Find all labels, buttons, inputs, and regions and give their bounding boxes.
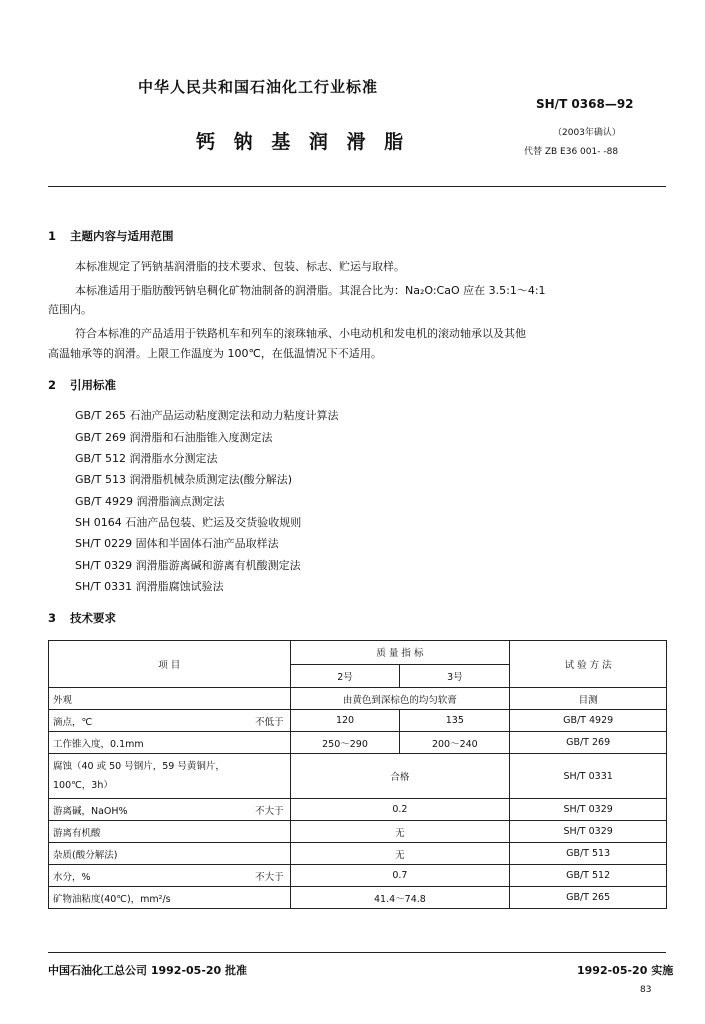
page-number: 83 <box>640 985 652 995</box>
section-title: 主题内容与适用范围 <box>70 229 174 243</box>
reference-item: SH/T 0331 润滑脂腐蚀试验法 <box>75 580 224 593</box>
row-item: 外观 <box>49 688 291 710</box>
document-title: 钙 钠 基 润 滑 脂 <box>196 131 410 153</box>
table-row <box>49 843 667 865</box>
row-method: SH/T 0329 <box>510 821 667 843</box>
row-value-grade-3: 135 <box>400 710 510 732</box>
table-row <box>49 865 667 887</box>
section-3-heading <box>48 610 116 626</box>
row-method: GB/T 4929 <box>510 710 667 732</box>
replaces-note: 代替 ZB E36 001- -88 <box>524 147 619 157</box>
reference-item: GB/T 269 润滑脂和石油脂锥入度测定法 <box>75 431 273 444</box>
table-row <box>49 887 667 909</box>
row-value: 由黄色到深棕色的均匀软膏 <box>290 688 510 710</box>
row-item: 杂质(酸分解法) <box>49 843 291 865</box>
header-grade-2: 2号 <box>290 664 400 688</box>
header-item: 项 目 <box>49 641 291 688</box>
row-item: 工作锥入度，0.1mm <box>49 732 291 754</box>
row-method: GB/T 269 <box>510 732 667 754</box>
table-row <box>49 799 667 821</box>
row-item: 矿物油粘度(40℃)，mm²/s <box>49 887 291 909</box>
row-value: 0.7 <box>290 865 510 887</box>
row-item: 游离碱，NaOH% 不大于 <box>49 799 291 821</box>
header-quality-index: 质 量 指 标 <box>290 641 510 665</box>
reference-item: GB/T 4929 润滑脂滴点测定法 <box>75 495 225 508</box>
reference-item: GB/T 512 润滑脂水分测定法 <box>75 452 218 465</box>
row-value-grade-2: 120 <box>290 710 400 732</box>
issuing-organization: 中华人民共和国石油化工行业标准 <box>138 78 379 96</box>
row-value-grade-3: 200～240 <box>400 732 510 754</box>
table-row <box>49 688 667 710</box>
row-limit: 不大于 <box>255 871 284 883</box>
header-test-method: 试 验 方 法 <box>510 641 667 688</box>
row-item: 游离有机酸 <box>49 821 291 843</box>
section-title: 引用标准 <box>70 378 116 392</box>
section-2-heading <box>48 377 116 393</box>
header-grade-3: 3号 <box>400 664 510 688</box>
row-value: 0.2 <box>290 799 510 821</box>
row-item: 水分，% 不大于 <box>49 865 291 887</box>
table-row <box>49 710 667 732</box>
row-value: 无 <box>290 821 510 843</box>
row-value: 合格 <box>290 754 510 799</box>
effective-date: 1992-05-20 实施 <box>577 964 674 977</box>
row-item: 滴点，℃ 不低于 <box>49 710 291 732</box>
row-method: GB/T 513 <box>510 843 667 865</box>
reference-item: GB/T 265 石油产品运动粘度测定法和动力粘度计算法 <box>75 409 339 422</box>
row-method: SH/T 0329 <box>510 799 667 821</box>
reference-item: SH/T 0229 固体和半固体石油产品取样法 <box>75 537 279 550</box>
section-number: 3 <box>48 611 57 625</box>
section-number: 2 <box>48 378 57 392</box>
confirmation-note: （2003年确认） <box>553 128 621 138</box>
row-value: 无 <box>290 843 510 865</box>
header-divider <box>48 186 666 187</box>
row-item: 腐蚀（40 或 50 号钢片，59 号黄铜片， 100℃，3h） <box>49 754 291 799</box>
section-1-paragraph-2-line-2: 范围内。 <box>48 303 92 316</box>
section-1-paragraph-3-line-2: 高温轴承等的润滑。上限工作温度为 100℃，在低温情况下不适用。 <box>48 347 382 360</box>
approval-line: 中国石油化工总公司 1992-05-20 批准 <box>48 964 248 977</box>
table-row <box>49 732 667 754</box>
table-row <box>49 754 667 799</box>
section-number: 1 <box>48 229 57 243</box>
footer-divider <box>48 952 666 953</box>
row-limit: 不低于 <box>255 716 284 728</box>
row-method: SH/T 0331 <box>510 754 667 799</box>
row-method: GB/T 265 <box>510 887 667 909</box>
table-row <box>49 821 667 843</box>
reference-item: SH/T 0329 润滑脂游离碱和游离有机酸测定法 <box>75 559 301 572</box>
row-value: 41.4～74.8 <box>290 887 510 909</box>
row-method: GB/T 512 <box>510 865 667 887</box>
reference-item: SH 0164 石油产品包装、贮运及交货验收规则 <box>75 516 302 529</box>
section-1-paragraph-3-line-1: 符合本标准的产品适用于铁路机车和列车的滚珠轴承、小电动机和发电机的滚动轴承以及其他 <box>75 327 526 340</box>
section-title: 技术要求 <box>70 611 116 625</box>
section-1-paragraph-2-line-1: 本标准适用于脂肪酸钙钠皂稠化矿物油制备的润滑脂。其混合比为：Na₂O:CaO 应在 3.5:1～4:1 <box>75 284 546 297</box>
technical-requirements-table <box>48 640 667 909</box>
reference-item: GB/T 513 润滑脂机械杂质测定法(酸分解法) <box>75 473 293 486</box>
row-limit: 不大于 <box>255 805 284 817</box>
row-value-grade-2: 250～290 <box>290 732 400 754</box>
section-1-paragraph-1: 本标准规定了钙钠基润滑脂的技术要求、包装、标志、贮运与取样。 <box>75 260 405 273</box>
standard-number: SH/T 0368—92 <box>536 97 634 111</box>
row-method: 目测 <box>510 688 667 710</box>
table-header-row <box>49 641 667 665</box>
section-1-heading <box>48 228 174 244</box>
